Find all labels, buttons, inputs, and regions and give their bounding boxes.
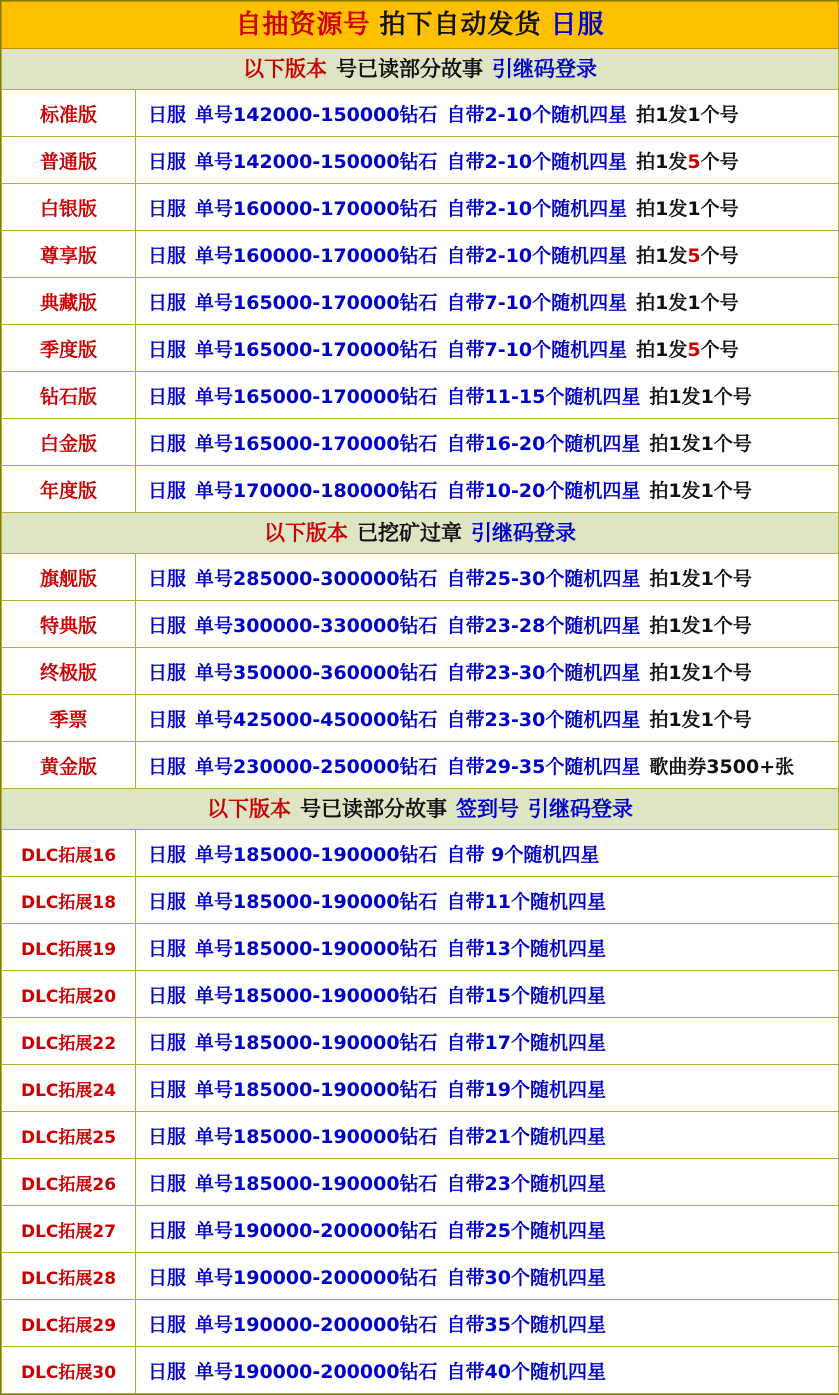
details-cell [136, 1018, 839, 1065]
star-spec: 自带23-28个随机四星 [446, 614, 641, 637]
section-header-row [2, 513, 839, 554]
details-cell [136, 1206, 839, 1253]
server-label: 日服 [148, 1360, 187, 1383]
details-cell [136, 554, 839, 601]
version-cell: DLC拓展19 [2, 924, 136, 971]
section-note: 签到号 [456, 797, 519, 821]
section-label: 以下版本 [243, 57, 327, 81]
deal-count: 1 [687, 291, 701, 314]
table-row [2, 877, 839, 924]
version-cell: 白银版 [2, 184, 136, 231]
details-cell [136, 924, 839, 971]
table-row [2, 1300, 839, 1347]
details-cell [136, 971, 839, 1018]
details-cell [136, 1253, 839, 1300]
version-cell: 旗舰版 [2, 554, 136, 601]
deal-count: 1 [700, 567, 714, 590]
diamond-spec: 单号190000-200000钻石 [195, 1313, 438, 1336]
table-row [2, 1253, 839, 1300]
star-spec: 自带25-30个随机四星 [446, 567, 641, 590]
star-spec: 自带13个随机四星 [446, 937, 606, 960]
deal-count: 5 [687, 150, 701, 173]
table-row [2, 231, 839, 278]
details-cell [136, 648, 839, 695]
table-row [2, 184, 839, 231]
server-label: 日服 [148, 937, 187, 960]
version-cell: 黄金版 [2, 742, 136, 789]
star-spec: 自带7-10个随机四星 [446, 338, 628, 361]
table-row [2, 372, 839, 419]
star-spec: 自带25个随机四星 [446, 1219, 606, 1242]
server-label: 日服 [148, 843, 187, 866]
server-label: 日服 [148, 385, 187, 408]
star-spec: 自带2-10个随机四星 [446, 197, 628, 220]
section-header-row [2, 789, 839, 830]
version-cell: DLC拓展28 [2, 1253, 136, 1300]
star-spec: 自带2-10个随机四星 [446, 244, 628, 267]
section-header-row [2, 49, 839, 90]
deal-prefix: 拍1发 [636, 150, 688, 173]
table-row [2, 1112, 839, 1159]
server-label: 日服 [148, 614, 187, 637]
table-row [2, 1347, 839, 1394]
details-cell [136, 1159, 839, 1206]
version-cell: 钻石版 [2, 372, 136, 419]
details-cell [136, 877, 839, 924]
table-row [2, 90, 839, 137]
server-label: 日服 [148, 890, 187, 913]
table-row [2, 137, 839, 184]
section-desc: 已挖矿过章 [357, 521, 462, 545]
server-label: 日服 [148, 1172, 187, 1195]
version-cell: DLC拓展30 [2, 1347, 136, 1394]
star-spec: 自带19个随机四星 [446, 1078, 606, 1101]
deal-count: 5 [687, 244, 701, 267]
diamond-spec: 单号300000-330000钻石 [195, 614, 438, 637]
server-label: 日服 [148, 150, 187, 173]
deal-suffix: 个号 [700, 150, 739, 173]
star-spec: 自带11个随机四星 [446, 890, 606, 913]
server-label: 日服 [148, 432, 187, 455]
deal-suffix: 个号 [713, 385, 752, 408]
version-cell: DLC拓展20 [2, 971, 136, 1018]
details-cell [136, 695, 839, 742]
version-cell: DLC拓展27 [2, 1206, 136, 1253]
diamond-spec: 单号185000-190000钻石 [195, 1078, 438, 1101]
server-label: 日服 [148, 1125, 187, 1148]
star-spec: 自带10-20个随机四星 [446, 479, 641, 502]
version-cell: DLC拓展16 [2, 830, 136, 877]
details-cell [136, 1065, 839, 1112]
diamond-spec: 单号190000-200000钻石 [195, 1219, 438, 1242]
table-row [2, 1018, 839, 1065]
section-header-text [2, 50, 838, 88]
version-cell: 年度版 [2, 466, 136, 513]
star-spec: 自带2-10个随机四星 [446, 103, 628, 126]
star-spec: 自带 9个随机四星 [446, 843, 600, 866]
diamond-spec: 单号350000-360000钻石 [195, 661, 438, 684]
details-cell [136, 742, 839, 789]
diamond-spec: 单号185000-190000钻石 [195, 1125, 438, 1148]
section-label: 以下版本 [207, 797, 291, 821]
deal-count: 1 [687, 197, 701, 220]
star-spec: 自带21个随机四星 [446, 1125, 606, 1148]
details-cell [136, 830, 839, 877]
server-label: 日服 [148, 197, 187, 220]
deal-suffix: 个号 [713, 661, 752, 684]
server-label: 日服 [148, 1219, 187, 1242]
price-table [1, 1, 839, 1394]
server-label: 日服 [148, 1031, 187, 1054]
details-cell [136, 1300, 839, 1347]
section-label: 以下版本 [264, 521, 348, 545]
version-cell: 尊享版 [2, 231, 136, 278]
details-cell [136, 278, 839, 325]
server-label: 日服 [148, 1313, 187, 1336]
version-cell: DLC拓展29 [2, 1300, 136, 1347]
table-row [2, 1065, 839, 1112]
deal-prefix: 拍1发 [636, 338, 688, 361]
deal-suffix: 个号 [713, 432, 752, 455]
diamond-spec: 单号142000-150000钻石 [195, 103, 438, 126]
version-cell: 白金版 [2, 419, 136, 466]
version-cell: 典藏版 [2, 278, 136, 325]
deal-suffix: 个号 [700, 103, 739, 126]
deal-suffix: 个号 [700, 197, 739, 220]
table-row [2, 325, 839, 372]
diamond-spec: 单号165000-170000钻石 [195, 291, 438, 314]
deal-prefix: 拍1发 [649, 567, 701, 590]
table-row [2, 419, 839, 466]
details-cell [136, 184, 839, 231]
version-cell: DLC拓展26 [2, 1159, 136, 1206]
star-spec: 自带23个随机四星 [446, 1172, 606, 1195]
section-header-text [2, 790, 838, 828]
deal-prefix: 拍1发 [649, 432, 701, 455]
diamond-spec: 单号165000-170000钻石 [195, 385, 438, 408]
diamond-spec: 单号185000-190000钻石 [195, 1172, 438, 1195]
deal-prefix: 拍1发 [649, 661, 701, 684]
table-row [2, 601, 839, 648]
table-row [2, 830, 839, 877]
version-cell: 标准版 [2, 90, 136, 137]
details-cell [136, 90, 839, 137]
section-note-2: 引继码登录 [528, 797, 633, 821]
diamond-spec: 单号185000-190000钻石 [195, 1031, 438, 1054]
version-cell: DLC拓展25 [2, 1112, 136, 1159]
section-header-cell [2, 789, 839, 830]
deal-prefix: 拍1发 [636, 291, 688, 314]
version-cell: DLC拓展24 [2, 1065, 136, 1112]
deal-prefix: 拍1发 [649, 614, 701, 637]
version-cell: 特典版 [2, 601, 136, 648]
deal-suffix: 个号 [713, 479, 752, 502]
version-cell: DLC拓展22 [2, 1018, 136, 1065]
diamond-spec: 单号190000-200000钻石 [195, 1360, 438, 1383]
diamond-spec: 单号160000-170000钻石 [195, 197, 438, 220]
diamond-spec: 单号185000-190000钻石 [195, 843, 438, 866]
table-row [2, 971, 839, 1018]
server-label: 日服 [148, 479, 187, 502]
diamond-spec: 单号185000-190000钻石 [195, 937, 438, 960]
server-label: 日服 [148, 567, 187, 590]
version-cell: 普通版 [2, 137, 136, 184]
deal-count: 1 [700, 479, 714, 502]
star-spec: 自带2-10个随机四星 [446, 150, 628, 173]
diamond-spec: 单号165000-170000钻石 [195, 338, 438, 361]
diamond-spec: 单号160000-170000钻石 [195, 244, 438, 267]
deal-prefix: 拍1发 [649, 479, 701, 502]
title-cell [2, 2, 839, 49]
server-label: 日服 [148, 984, 187, 1007]
star-spec: 自带15个随机四星 [446, 984, 606, 1007]
deal-prefix: 拍1发 [636, 244, 688, 267]
section-note: 引继码登录 [492, 57, 597, 81]
deal-prefix: 拍1发 [636, 103, 688, 126]
server-label: 日服 [148, 755, 187, 778]
page-title [2, 3, 838, 47]
server-label: 日服 [148, 103, 187, 126]
details-cell [136, 419, 839, 466]
diamond-spec: 单号425000-450000钻石 [195, 708, 438, 731]
server-label: 日服 [148, 1078, 187, 1101]
title-part-2: 拍下自动发货 [379, 10, 542, 40]
star-spec: 自带16-20个随机四星 [446, 432, 641, 455]
deal-count: 1 [700, 661, 714, 684]
section-desc: 号已读部分故事 [336, 57, 483, 81]
details-cell [136, 601, 839, 648]
version-cell: 终极版 [2, 648, 136, 695]
table-row [2, 924, 839, 971]
star-spec: 自带29-35个随机四星 [446, 755, 641, 778]
table-row [2, 648, 839, 695]
diamond-spec: 单号285000-300000钻石 [195, 567, 438, 590]
star-spec: 自带23-30个随机四星 [446, 708, 641, 731]
table-row [2, 278, 839, 325]
deal-prefix: 拍1发 [636, 197, 688, 220]
details-cell [136, 372, 839, 419]
server-label: 日服 [148, 338, 187, 361]
deal-suffix: 个号 [700, 244, 739, 267]
details-cell [136, 1347, 839, 1394]
table-row [2, 695, 839, 742]
section-note: 引继码登录 [471, 521, 576, 545]
star-spec: 自带30个随机四星 [446, 1266, 606, 1289]
star-spec: 自带17个随机四星 [446, 1031, 606, 1054]
table-row [2, 466, 839, 513]
deal-prefix: 歌曲券3500+张 [649, 755, 795, 778]
server-label: 日服 [148, 708, 187, 731]
deal-prefix: 拍1发 [649, 708, 701, 731]
details-cell [136, 231, 839, 278]
section-header-cell [2, 513, 839, 554]
deal-count: 1 [700, 385, 714, 408]
section-header-cell [2, 49, 839, 90]
star-spec: 自带35个随机四星 [446, 1313, 606, 1336]
diamond-spec: 单号230000-250000钻石 [195, 755, 438, 778]
diamond-spec: 单号142000-150000钻石 [195, 150, 438, 173]
deal-count: 1 [687, 103, 701, 126]
section-header-text [2, 514, 838, 552]
title-row [2, 2, 839, 49]
details-cell [136, 466, 839, 513]
star-spec: 自带23-30个随机四星 [446, 661, 641, 684]
section-desc: 号已读部分故事 [300, 797, 447, 821]
diamond-spec: 单号170000-180000钻石 [195, 479, 438, 502]
server-label: 日服 [148, 661, 187, 684]
server-label: 日服 [148, 291, 187, 314]
server-label: 日服 [148, 244, 187, 267]
details-cell [136, 1112, 839, 1159]
deal-count: 1 [700, 614, 714, 637]
table-row [2, 554, 839, 601]
deal-prefix: 拍1发 [649, 385, 701, 408]
deal-suffix: 个号 [713, 708, 752, 731]
details-cell [136, 137, 839, 184]
diamond-spec: 单号165000-170000钻石 [195, 432, 438, 455]
version-cell: 季度版 [2, 325, 136, 372]
diamond-spec: 单号185000-190000钻石 [195, 890, 438, 913]
deal-suffix: 个号 [713, 614, 752, 637]
star-spec: 自带7-10个随机四星 [446, 291, 628, 314]
deal-count: 1 [700, 432, 714, 455]
deal-suffix: 个号 [700, 338, 739, 361]
star-spec: 自带11-15个随机四星 [446, 385, 641, 408]
diamond-spec: 单号185000-190000钻石 [195, 984, 438, 1007]
diamond-spec: 单号190000-200000钻石 [195, 1266, 438, 1289]
title-part-3: 日服 [550, 10, 605, 40]
deal-suffix: 个号 [713, 567, 752, 590]
details-cell [136, 325, 839, 372]
version-cell: DLC拓展18 [2, 877, 136, 924]
table-row [2, 1206, 839, 1253]
deal-suffix: 个号 [700, 291, 739, 314]
title-part-1: 自抽资源号 [235, 10, 371, 40]
deal-count: 1 [700, 708, 714, 731]
table-row [2, 742, 839, 789]
server-label: 日服 [148, 1266, 187, 1289]
star-spec: 自带40个随机四星 [446, 1360, 606, 1383]
table-row [2, 1159, 839, 1206]
deal-count: 5 [687, 338, 701, 361]
version-cell: 季票 [2, 695, 136, 742]
